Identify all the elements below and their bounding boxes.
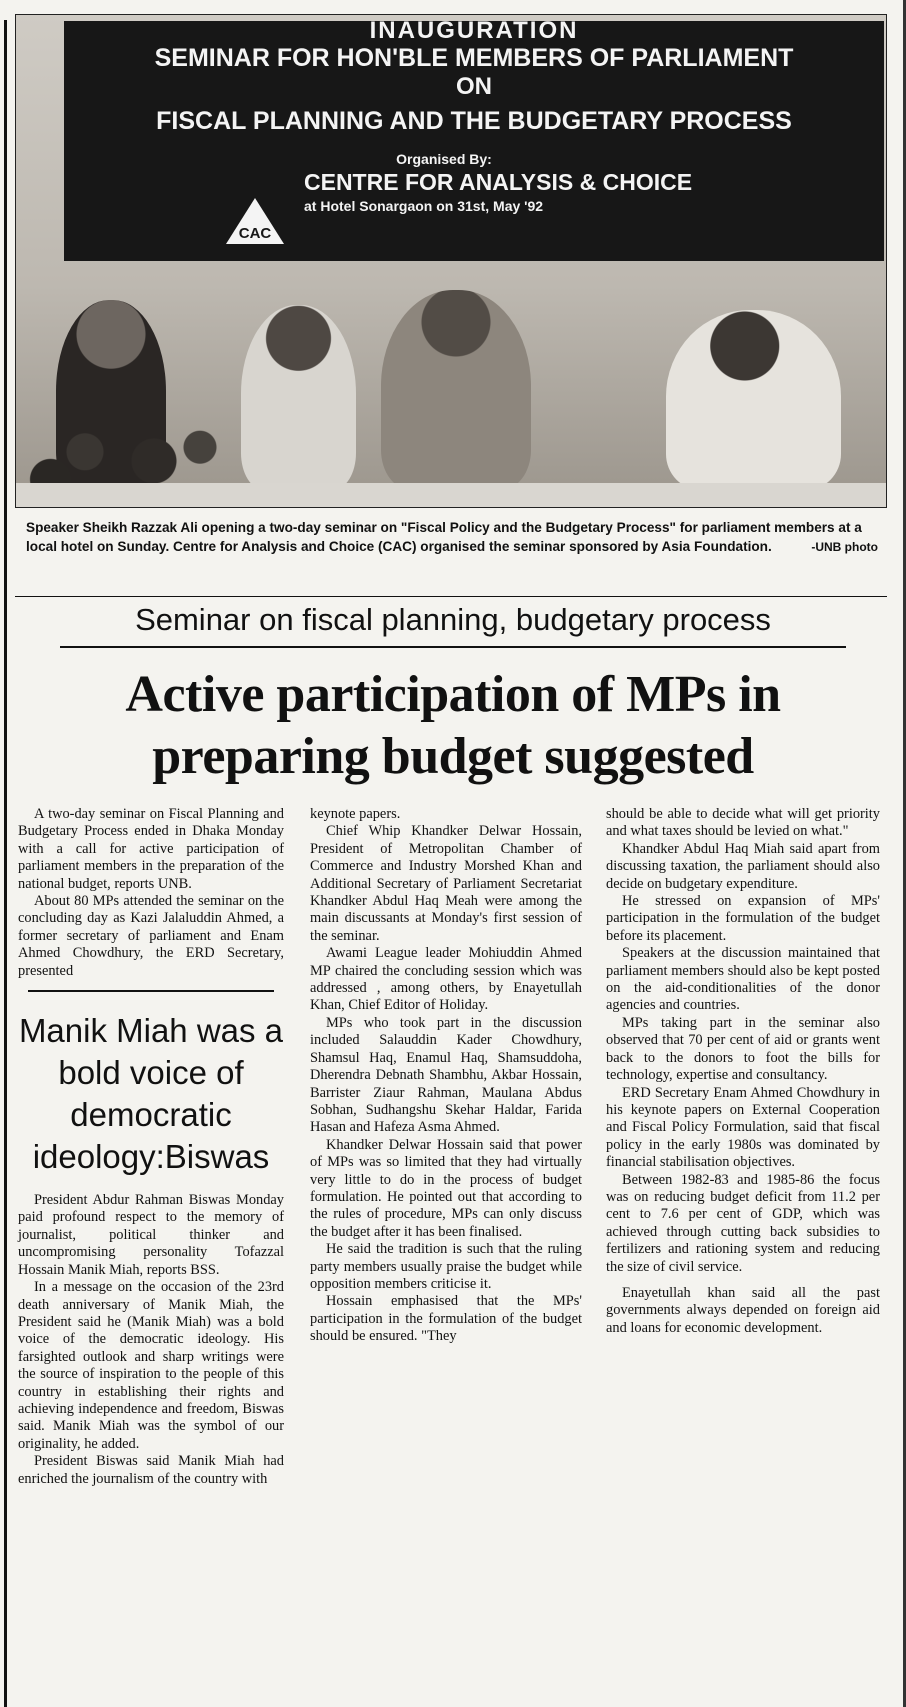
column-2: [310, 806, 582, 1346]
paragraph: keynote papers.: [310, 806, 401, 822]
paragraph: MPs taking part in the seminar also observed that 70 per cent of aid or grants went back to the donors to foot the bills for technology, expertise and consultancy.: [606, 1014, 880, 1084]
paragraph: Awami League leader Mohiuddin Ahmed MP chaired the concluding session which was addressed , among others, by Enayetullah Khan, Chief Editor of Holiday.: [310, 945, 582, 1014]
paragraph: President Biswas said Manik Miah had enriched the journalism of the country with: [18, 1453, 284, 1487]
paragraph: Hossain emphasised that the MPs' participation in the formulation of the budget should be ensured. "They: [310, 1293, 582, 1345]
headline-line-1: Active participation of MPs in: [125, 666, 781, 723]
paragraph: Enayetullah khan said all the past governments always depended on foreign aid and loans for economic development.: [606, 1284, 880, 1336]
photo-credit: -UNB photo: [811, 540, 878, 554]
column-1: [18, 806, 284, 1488]
head-table: [16, 483, 886, 507]
paragraph: should be able to decide what will get priority and what taxes should be levied on what.": [606, 806, 880, 840]
paragraph: About 80 MPs attended the seminar on the concluding day as Kazi Jalaluddin Ahmed, a former secretary of parliament and Enam Ahmed Chowdhury, the ERD Secretary, presented: [18, 893, 284, 979]
paragraph-gap: [606, 1276, 880, 1285]
sub-article-divider: [28, 990, 274, 992]
paragraph: In a message on the occasion of the 23rd death anniversary of Manik Miah, the President said he (Manik Miah) was a bold voice of the democratic ideology. His farsighted outlook and sharp writings were the source of inspiration to the people of this country in establishing their rights and achieving independence and freedom, Biswas said. Manik Miah was the symbol of our originality, he added.: [18, 1279, 284, 1452]
article-kicker: Seminar on fiscal planning, budgetary process: [135, 602, 771, 637]
svg-text:CAC: CAC: [238, 225, 272, 242]
seminar-banner: [64, 17, 884, 261]
paragraph: Khandker Abdul Haq Miah said apart from discussing taxation, the parliament should also decide on budgetary expenditure.: [606, 840, 880, 892]
paragraph: He said the tradition is such that the ruling party members usually praise the budget while opposition members criticise it.: [310, 1241, 582, 1292]
banner-venue: at Hotel Sonargaon on 31st, May '92: [304, 198, 544, 214]
paragraph: A two-day seminar on Fiscal Planning and Budgetary Process ended in Dhaka Monday with a call for active participation of parliament members in the preparation of the national budget, reports UNB.: [18, 806, 284, 892]
paragraph: Between 1982-83 and 1985-86 the focus was on reducing budget deficit from 11.2 per cent to 7.6 per cent of GDP, which was achieved through cutting back subsidies to fertilizers and rationing system and reducing the size of civil service.: [606, 1171, 880, 1275]
cac-logo-icon: [224, 196, 286, 246]
paragraph: He stressed on expansion of MPs' participation in the formulation of the budget before its placement.: [606, 893, 880, 944]
kicker-underline: [60, 646, 846, 648]
banner-line-3: FISCAL PLANNING AND THE BUDGETARY PROCESS: [156, 107, 792, 135]
photo-caption: [26, 518, 878, 557]
article-headline: [0, 664, 906, 788]
rule-under-caption: [15, 596, 887, 597]
headline-line-2: preparing budget suggested: [152, 728, 754, 785]
paragraph: Chief Whip Khandker Delwar Hossain, President of Metropolitan Chamber of Commerce and Industry Morshed Khan and Additional Secretary of Parliament Secretariat Khandker Abdul Haq Meah were among the main discussants at Monday's first session of the seminar.: [310, 823, 582, 944]
paragraph: Khandker Delwar Hossain said that power of MPs was so limited that they had virtually very little to do in the process of budget formulation. He pointed out that according to the rules of procedure, MPs can only discuss the budget after it has been finalised.: [310, 1136, 582, 1240]
sub-article-headline: Manik Miah was a bold voice of democratic ideology:Biswas: [18, 1012, 284, 1176]
person-seated-4: [666, 310, 841, 490]
paragraph: ERD Secretary Enam Ahmed Chowdhury in his keynote papers on External Cooperation and Fiscal Policy Formulation, said that fiscal policy in the early 1980s was dominated by financial stabilisation objectives.: [606, 1084, 880, 1171]
page-border-left: [4, 20, 7, 1707]
person-seated-2: [241, 305, 356, 490]
banner-top-line: INAUGURATION: [369, 17, 579, 39]
column-3: [606, 806, 880, 1337]
banner-organised-by: Organised By:: [396, 151, 492, 167]
paragraph: MPs who took part in the discussion included Salauddin Kader Chowdhury, Shamsul Haq, Enamul Haq, Shamsuddoha, Dherendra Debnath Shambhu, Akbar Hossain, Barrister Ziaur Rahman, Maulana Abdus Sobhan, Sudhangshu Skehar Haldar, Farida Hasan and Hafeza Asma Ahmed.: [310, 1014, 582, 1136]
caption-text: Speaker Sheikh Razzak Ali opening a two-day seminar on "Fiscal Policy and the Budgetary Process" for parliament members at a local hotel on Sunday. Centre for Analysis and Choice (CAC) organised the seminar sponsored by Asia Foundation.: [26, 520, 862, 554]
person-seated-3: [381, 290, 531, 490]
banner-line-2: ON: [456, 73, 492, 100]
banner-line-1: SEMINAR FOR HON'BLE MEMBERS OF PARLIAMENT: [154, 44, 794, 72]
paragraph: President Abdur Rahman Biswas Monday paid profound respect to the memory of journalist, political thinker and uncompromising personality Tofazzal Hossain Manik Miah, reports BSS.: [18, 1192, 284, 1278]
banner-organiser: CENTRE FOR ANALYSIS & CHOICE: [304, 169, 693, 195]
paragraph: Speakers at the discussion maintained that parliament members should also be kept posted on the aid-conditionalities of the donor agencies and countries.: [606, 945, 880, 1014]
news-photo: [15, 14, 887, 508]
